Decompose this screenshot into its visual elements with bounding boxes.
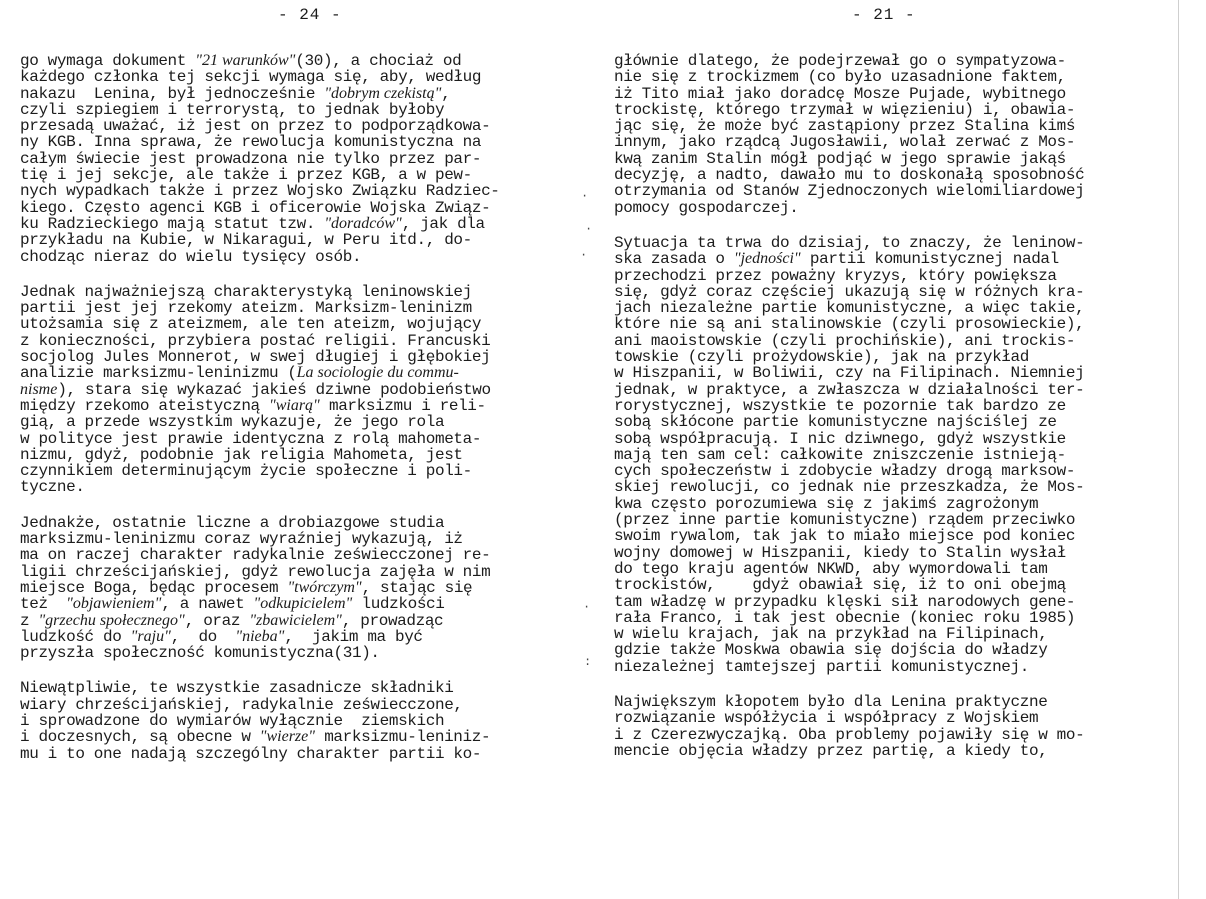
text-line <box>20 200 590 216</box>
text-line <box>614 118 1174 134</box>
text-line <box>20 249 590 265</box>
text-line <box>20 316 590 332</box>
text-run: z <box>20 611 39 630</box>
text-line <box>20 284 590 300</box>
italic-quote: "twórczym" <box>287 578 362 596</box>
text-run: iż Tito miał jako doradcę Mosze Pujade, wybitnego <box>614 84 1066 103</box>
text-line <box>20 515 590 531</box>
text-line <box>20 629 590 645</box>
text-run: rała Franco, i tak jest obecnie (koniec roku 1985) <box>614 608 1076 627</box>
italic-quote: "jedności" <box>733 250 801 268</box>
text-line <box>20 431 590 447</box>
text-run: nych wypadkach także i przez Wojsko Związku Radziec- <box>20 182 500 201</box>
text-run: się, gdyż coraz częściej ukazują się w różnych kra- <box>614 282 1085 301</box>
text-line <box>614 642 1174 658</box>
text-line <box>20 151 590 167</box>
text-line <box>614 727 1174 743</box>
text-run: towskie (czyli prożydowskie), jak na przykład <box>614 348 1029 367</box>
text-line <box>614 151 1174 167</box>
text-line <box>20 216 590 232</box>
text-line <box>614 512 1174 528</box>
text-line <box>20 333 590 349</box>
text-line <box>20 118 590 134</box>
text-line <box>20 680 590 696</box>
text-run: innym, jako rządcą Jugosławii, wolał zerwać z Mos- <box>614 133 1076 152</box>
text-run: głównie dlatego, że podejrzewał go o sympatyzowa- <box>614 52 1066 70</box>
text-line <box>20 463 590 479</box>
text-run: niezależnej tamtejszej partii komunistycznej. <box>614 657 1029 676</box>
text-run: rozwiązanie współżycia i współpracy z Wojskiem <box>614 709 1039 728</box>
text-run: , jak dla <box>401 214 485 233</box>
text-run: ny KGB. Inna sprawa, że rewolucja komunistyczna na <box>20 133 482 152</box>
text-run: , oraz <box>184 611 250 630</box>
text-line <box>20 447 590 463</box>
text-run: mają ten sam cel: całkowite zniszczenie istnieją- <box>614 445 1066 464</box>
text-run: kiego. Często agenci KGB i oficerowie Wojska Związ- <box>20 198 491 217</box>
text-run: nakazu Lenina, był jednocześnie <box>20 84 325 103</box>
text-line <box>614 134 1174 150</box>
text-run: ska zasada o <box>614 250 734 269</box>
italic-quote: "odkupicielem" <box>253 595 353 613</box>
text-run: do tego kraju agentów NKWD, aby wymordowali tam <box>614 559 1048 578</box>
text-run: czynnikiem determinującym życie społeczne i poli- <box>20 462 472 481</box>
italic-quote: "nieba" <box>235 627 285 645</box>
text-line <box>20 183 590 199</box>
text-line <box>614 300 1174 316</box>
text-line <box>20 232 590 248</box>
text-run: i sprowadzone do wymiarów wyłącznie ziemskich <box>20 711 445 730</box>
text-line <box>614 53 1174 69</box>
text-line <box>20 531 590 547</box>
text-run: całym świecie jest prowadzona nie tylko przez par- <box>20 149 482 168</box>
text-line <box>614 316 1174 332</box>
text-run: sobą współpracują. I nic dziwnego, gdyż wszystkie <box>614 429 1066 448</box>
text-line <box>20 398 590 414</box>
text-run: , stając się <box>361 578 473 597</box>
scan-speck: · <box>580 248 588 262</box>
text-run: , jakim ma być <box>284 627 423 646</box>
text-line <box>614 349 1174 365</box>
text-run: w wielu krajach, jak na przykład na Filipinach, <box>614 625 1048 644</box>
text-line <box>614 447 1174 463</box>
text-run: marksizmu-leninizmu coraz wyraźniej wykazują, iż <box>20 530 463 549</box>
text-run: ludzkości <box>352 595 445 614</box>
text-line <box>20 645 590 661</box>
text-line <box>614 235 1174 251</box>
paragraph <box>20 284 590 496</box>
text-line <box>614 431 1174 447</box>
text-run: kwą zanim Stalin mógł podjąć w jego sprawie jakąś <box>614 149 1066 168</box>
text-run: ku Radzieckiego mają statut tzw. <box>20 214 325 233</box>
text-line <box>614 284 1174 300</box>
text-run: decyzję, a nadto, dawało mu to doskonałą sposobność <box>614 166 1085 185</box>
text-run: analizie marksizmu-leninizmu ( <box>20 364 297 383</box>
text-line <box>614 479 1174 495</box>
text-run: trockistę, którego trzymał w więzieniu) i, obawia- <box>614 100 1076 119</box>
text-line <box>20 729 590 745</box>
text-line <box>20 102 590 118</box>
text-run: nizmu, gdyż, podobnie jak religia Mahometa, jest <box>20 445 463 464</box>
text-line <box>20 382 590 398</box>
text-line <box>614 69 1174 85</box>
italic-quote: "dobrym czekistą" <box>324 84 442 102</box>
text-run: ligii chrześcijańskiej, gdyż rewolucja zajęła w nim <box>20 562 491 581</box>
right-page <box>614 0 1174 899</box>
italic-quote: "21 warunków" <box>195 52 296 69</box>
text-run: mencie objęcia władzy przez partię, a kiedy to, <box>614 741 1048 760</box>
text-run: otrzymania od Stanów Zjednoczonych wielomiliardowej <box>614 182 1085 201</box>
text-line <box>20 697 590 713</box>
italic-quote: La sociologie du commu- <box>296 364 459 382</box>
text-run: ani maoistowskie (czyli prochińskie), ani trockis- <box>614 331 1076 350</box>
text-run: , a nawet <box>161 595 254 614</box>
text-run: trockistów, gdyż obawiał się, iż to oni obejmą <box>614 576 1066 595</box>
text-line <box>614 545 1174 561</box>
text-run: z konieczności, przybiera postać religii. Francuski <box>20 331 491 350</box>
text-run: partii jest jej rzekomy ateizm. Marksizm-leninizm <box>20 299 472 318</box>
text-run: też <box>20 595 67 614</box>
text-run: (przez inne partie komunistyczne) rządem przeciwko <box>614 511 1076 530</box>
text-line <box>614 610 1174 626</box>
text-line <box>20 167 590 183</box>
text-line <box>614 528 1174 544</box>
text-run: chodząc nieraz do wielu tysięcy osób. <box>20 247 362 266</box>
text-line <box>614 594 1174 610</box>
text-run: Jednak najważniejszą charakterystyką leninowskiej <box>20 282 472 301</box>
text-line <box>614 577 1174 593</box>
text-line <box>614 102 1174 118</box>
text-line <box>614 743 1174 759</box>
text-line <box>614 268 1174 284</box>
text-run: jednak, w praktyce, a zwłaszcza w działalności ter- <box>614 380 1085 399</box>
text-line <box>20 596 590 612</box>
text-line <box>20 300 590 316</box>
text-line <box>614 167 1174 183</box>
text-run: tię i jej sekcje, ale także i przez KGB, a w pew- <box>20 166 472 185</box>
text-line <box>614 183 1174 199</box>
text-line <box>614 414 1174 430</box>
text-run: przyszła społeczność komunistyczna(31). <box>20 644 380 663</box>
text-run: kwa często porozumiewa się z jakimś zagrożonym <box>614 494 1039 513</box>
italic-quote: "grzechu społecznego" <box>38 611 185 629</box>
text-run: socjolog Jules Monnerot, w swej długiej i głębokiej <box>20 348 491 367</box>
text-line <box>614 626 1174 642</box>
text-line <box>614 86 1174 102</box>
text-run: , <box>441 84 451 103</box>
text-line <box>614 365 1174 381</box>
text-line <box>20 713 590 729</box>
left-page <box>20 0 593 899</box>
text-run: , do <box>170 627 236 646</box>
text-run: gią, a przede wszystkim wykazuje, że jego rola <box>20 413 445 432</box>
text-line <box>614 333 1174 349</box>
text-line <box>20 547 590 563</box>
text-run: każdego członka tej sekcji wymaga się, aby, według <box>20 68 482 87</box>
text-line <box>614 496 1174 512</box>
page-text <box>20 52 593 781</box>
paragraph <box>614 694 1174 759</box>
italic-quote: "wierze" <box>259 728 315 746</box>
text-run: go wymaga dokument <box>20 52 196 70</box>
text-run: przechodzi przez poważny kryzys, który powiększa <box>614 266 1057 285</box>
italic-quote: "wiarą" <box>268 396 320 414</box>
text-run: i doczesnych, są obecne w <box>20 728 260 747</box>
text-line <box>20 134 590 150</box>
text-run: i z Czerezwyczajką. Oba problemy pojawiły się w mo- <box>614 725 1085 744</box>
text-line <box>20 53 590 69</box>
text-run: tyczne. <box>20 478 85 497</box>
text-run: partii komunistycznej nadal <box>800 250 1059 269</box>
scan-edge-line <box>1178 0 1179 899</box>
paragraph <box>614 53 1174 216</box>
text-run: mu i to one nadają szczególny charakter partii ko- <box>20 744 482 763</box>
text-line <box>614 200 1174 216</box>
text-line <box>20 86 590 102</box>
text-line <box>20 69 590 85</box>
text-line <box>614 251 1174 267</box>
page-text <box>614 53 1174 778</box>
text-run: sobą skłócone partie komunistyczne najściślej ze <box>614 413 1057 432</box>
text-run: ), stara się wykazać jakieś dziwne podobieństwo <box>57 380 491 399</box>
italic-quote: "objawieniem" <box>66 595 162 613</box>
text-run: jąc się, że może być zastąpiony przez Stalina kimś <box>614 117 1076 136</box>
text-run: przesadą uważać, iż jest on przez to podporządkowa- <box>20 117 491 136</box>
text-run: rorystycznej, wszystkie te pozornie tak bardzo ze <box>614 396 1066 415</box>
paragraph <box>20 680 590 761</box>
text-run: gdzie także Moskwa obawia się dojścia do władzy <box>614 641 1048 660</box>
text-run: w Hiszpanii, w Boliwii, czy na Filipinach. Niemniej <box>614 364 1085 383</box>
text-line <box>614 463 1174 479</box>
text-run: swoim rywalom, tak jak to miało miejsce pod koniec <box>614 527 1076 546</box>
paragraph <box>614 235 1174 675</box>
text-run: jach niezależne partie komunistyczne, a więc takie, <box>614 299 1085 318</box>
text-run: ma on raczej charakter radykalnie zeświecczonej re- <box>20 546 491 565</box>
text-run: (30), a chociaż od <box>295 52 462 70</box>
paragraph <box>20 515 590 662</box>
text-run: w polityce jest prawie identyczna z rolą mahometa- <box>20 429 482 448</box>
page-number: - 24 - <box>278 6 342 24</box>
text-run: utożsamia się z ateizmem, ale ten ateizm, wojujący <box>20 315 482 334</box>
text-run: Jednakże, ostatnie liczne a drobiazgowe studia <box>20 513 445 532</box>
text-run: przykładu na Kubie, w Nikaragui, w Peru itd., do- <box>20 231 472 250</box>
text-run: nie się z trockizmem (co było uzasadnione faktem, <box>614 68 1066 87</box>
text-run: miejsce Boga, będąc procesem <box>20 578 288 597</box>
text-line <box>614 382 1174 398</box>
text-line <box>20 349 590 365</box>
text-run: wojny domowej w Hiszpanii, kiedy to Stalin wysłał <box>614 543 1066 562</box>
text-line <box>20 365 590 381</box>
text-run: które nie są ani stalinowskie (czyli prosowieckie), <box>614 315 1085 334</box>
text-run: cych społeczeństw i zdobycie władzy drogą marksow- <box>614 462 1076 481</box>
text-line <box>614 694 1174 710</box>
text-run: pomocy gospodarczej. <box>614 198 799 217</box>
text-line <box>20 414 590 430</box>
text-line <box>20 613 590 629</box>
italic-quote: "raju" <box>130 627 171 645</box>
scan-speck: · <box>583 600 591 614</box>
italic-quote: "doradców" <box>324 214 402 232</box>
text-line <box>20 479 590 495</box>
text-run: skiej rewolucji, co jednak nie przeszkadza, że Mos- <box>614 478 1085 497</box>
text-line <box>614 561 1174 577</box>
text-run: marksizmu-leniniz- <box>314 728 491 747</box>
paragraph <box>20 52 593 266</box>
italic-quote: nisme <box>20 380 58 398</box>
text-run: Niewątpliwie, te wszystkie zasadnicze składniki <box>20 679 454 698</box>
text-run: Sytuacja ta trwa do dzisiaj, to znaczy, że leninow- <box>614 233 1085 252</box>
text-run: między rzekomo ateistyczną <box>20 396 269 415</box>
page-number: - 21 - <box>852 6 916 24</box>
scan-speck: · <box>581 189 589 203</box>
text-line <box>20 564 590 580</box>
scan-speck: · <box>585 222 593 236</box>
text-line <box>20 580 590 596</box>
text-run: ludzkość do <box>20 627 131 646</box>
text-run: , prowadząc <box>341 611 444 630</box>
italic-quote: "zbawicielem" <box>249 611 342 629</box>
text-line <box>614 710 1174 726</box>
scan-speck: : <box>584 655 592 669</box>
text-run: tam władzę w przypadku klęski sił narodowych gene- <box>614 592 1076 611</box>
text-run: Największym kłopotem było dla Lenina praktyczne <box>614 692 1048 711</box>
text-line <box>614 398 1174 414</box>
text-run: wiary chrześcijańskiej, radykalnie zeświecczone, <box>20 695 463 714</box>
text-line <box>614 659 1174 675</box>
text-run: marksizmu i reli- <box>319 396 486 415</box>
text-run: czyli szpiegiem i terrorystą, to jednak byłoby <box>20 100 445 119</box>
text-line <box>20 746 590 762</box>
